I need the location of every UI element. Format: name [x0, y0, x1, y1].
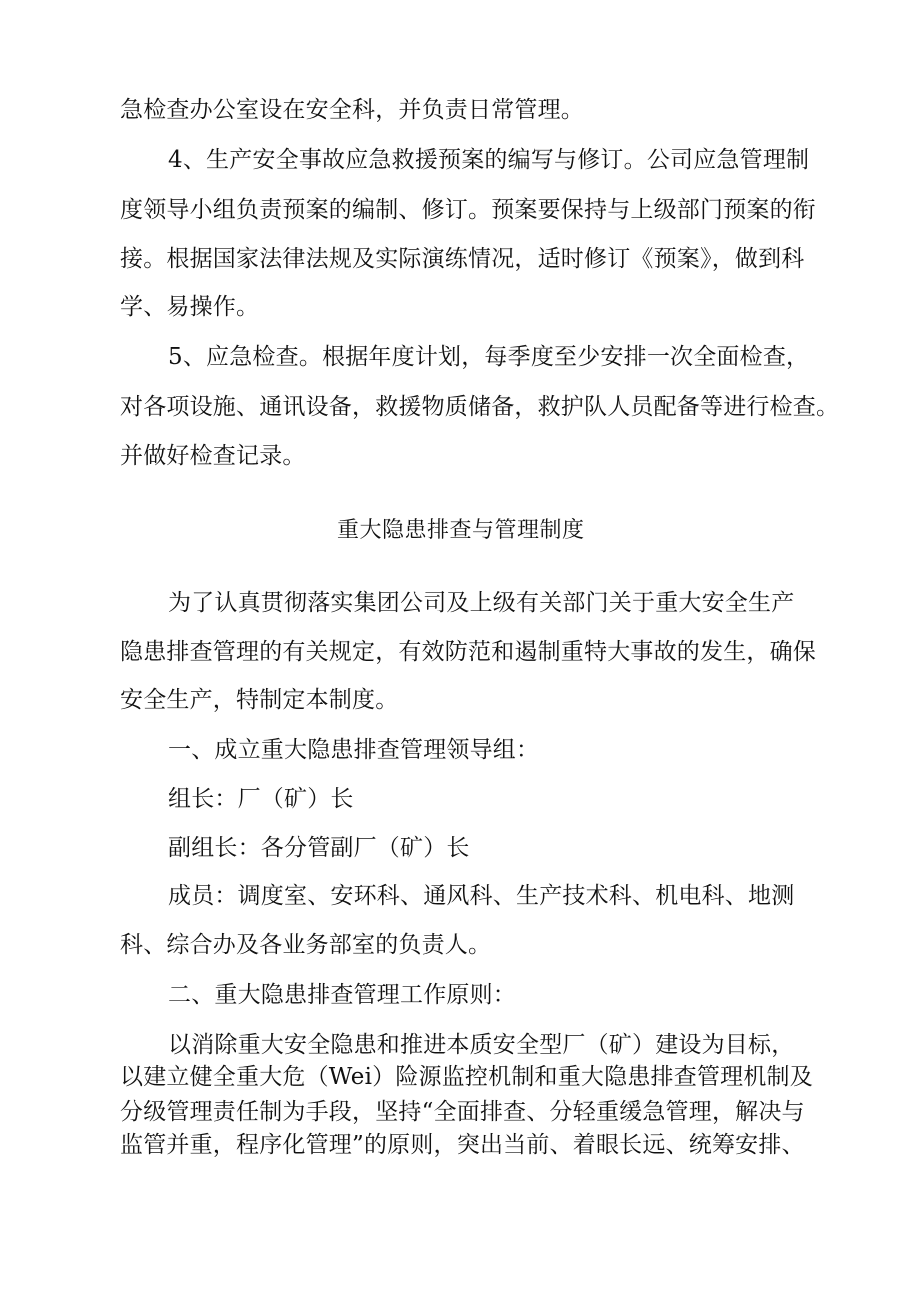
- text-line: 度领导小组负责预案的编制、修订。预案要保持与上级部门预案的衔: [120, 197, 816, 223]
- text-line: 一、成立重大隐患排查管理领导组：: [168, 737, 540, 763]
- text-line: 二、重大隐患排查管理工作原则：: [168, 982, 516, 1008]
- text-line: 学、易操作。: [120, 294, 260, 320]
- text-line: 安全生产，特制定本制度。: [120, 687, 399, 713]
- text-line: 5、应急检查。根据年度计划，每季度至少安排一次全面检查，: [168, 344, 810, 370]
- text-line: 以建立健全重大危（Wei）险源监控机制和重大隐患排查管理机制及: [120, 1064, 813, 1090]
- text-line: 并做好检查记录。: [120, 443, 306, 469]
- text-line: 4、生产安全事故应急救援预案的编写与修订。公司应急管理制: [168, 147, 810, 173]
- text-line: 组长：厂（矿）长: [168, 786, 354, 812]
- text-line: 成员：调度室、安环科、通风科、生产技术科、机电科、地测: [168, 883, 795, 909]
- text-line: 为了认真贯彻落实集团公司及上级有关部门关于重大安全生产: [168, 590, 795, 616]
- text-line: 监管并重，程序化管理”的原则，突出当前、着眼长远、统筹安排、: [120, 1132, 805, 1158]
- text-line: 以消除重大安全隐患和推进本质安全型厂（矿）建设为目标，: [168, 1032, 795, 1058]
- text-line: 分级管理责任制为手段，坚持“全面排查、分轻重缓急管理，解决与: [120, 1099, 805, 1125]
- text-line: 急检查办公室设在安全科，并负责日常管理。: [120, 97, 584, 123]
- text-line: 科、综合办及各业务部室的负责人。: [120, 932, 492, 958]
- text-line: 副组长：各分管副厂（矿）长: [168, 835, 470, 861]
- text-line: 接。根据国家法律法规及实际演练情况，适时修订《预案》，做到科: [120, 246, 805, 272]
- text-line: 隐患排查管理的有关规定，有效防范和遏制重特大事故的发生，确保: [120, 639, 816, 665]
- text-line: 对各项设施、通讯设备，救援物质储备，救护队人员配备等进行检查。: [120, 394, 840, 420]
- section-title: 重大隐患排查与管理制度: [337, 518, 585, 543]
